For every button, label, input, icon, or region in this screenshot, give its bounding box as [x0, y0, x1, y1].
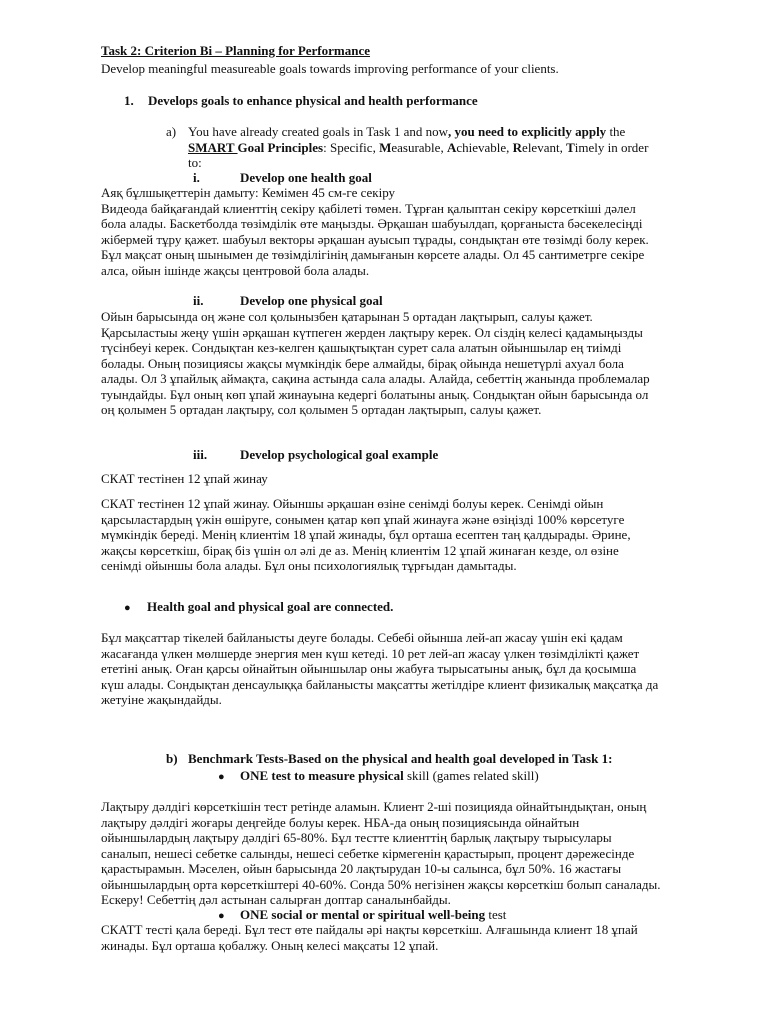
- psych-goal-heading: [193, 447, 438, 463]
- psych-goal-number: iii.: [193, 447, 208, 462]
- physical-goal-number: ii.: [193, 293, 204, 308]
- health-line: Бұл мақсат оның шынымен де төзімділігінің дамығанын көрсете алады. Ол 45 сантиметрге секіре: [101, 247, 645, 262]
- health-goal-title: Develop one health goal: [240, 170, 372, 185]
- physical-test-bold: ONE test to measure physical: [240, 768, 404, 783]
- health-goal-number: i.: [193, 170, 200, 185]
- physical-test-heading: [218, 768, 539, 786]
- task-intro: Develop meaningful measureable goals towards improving performance of your clients.: [101, 61, 559, 76]
- connected-title: Health goal and physical goal are connected.: [147, 599, 394, 614]
- smart-text-7: chievable,: [456, 139, 513, 155]
- connected-body: [101, 630, 719, 708]
- connected-line: күш алады. Сондықтан денсаулыққа байланысты мақсатты жетілдіре клиент физикалық мақсатқа да: [101, 676, 659, 692]
- psych-goal-body: [101, 496, 719, 574]
- physical-goal-body: [101, 309, 719, 418]
- smart-text-9: imely in order: [574, 139, 649, 155]
- physical-goal-heading: [193, 293, 383, 309]
- psych-line: қарсыластардың үжін өшіруге, сонымен қатар көп ұпай жинауға және өзіңізді 100% көрсетуге: [101, 511, 625, 527]
- smart-text-2: , you need to: [448, 124, 522, 139]
- connected-line: ететіні анық. Оған қарсы ойнайтын ойыншылар оны жабуға тырысатыны анық, бұл да қосымша: [101, 661, 637, 676]
- social-test-line: СКАТТ тесті қала береді. Бұл тест өте пайдалы әрі нақты көрсеткіш. Алғашында клиент 18 ұпай: [101, 922, 638, 937]
- health-goal-body: [101, 185, 719, 278]
- smart-instruction: [166, 124, 706, 171]
- task-title: Task 2: Criterion Bi – Planning for Performance: [101, 43, 371, 58]
- health-line: жібермей тұру қажет. шабуыл векторы әрқашан ауысып тұрады, сондықтан өте төзімді болу керек.: [101, 231, 649, 247]
- health-line: бола алады. Баскетболда төзімділік өте маңызды. Әрқашан шабуылдап, қорғаныста бәсекелесіңді: [101, 216, 643, 231]
- physical-goal-title: Develop one physical goal: [240, 293, 383, 308]
- physical-test-line: Ескеру! Себеттің дәл астынан салырған доптар саналынбайды.: [101, 892, 451, 907]
- physical-test-line: ойыншылардың лақтыру дәлдігі 65-80%. Бұл тестте клиенттің барлық лақтыру тырысулары: [101, 830, 612, 845]
- psych-line: мүмкіндік береді. Менің клиентім 18 ұпай жинады, бұл орташа есептен таң қалдырады. Әрине,: [101, 527, 631, 542]
- physical-line: оң қолымен 5 ортадан лақтыру, сол қолымен 5 ортадан лақтырып, салуы қажет.: [101, 402, 542, 417]
- bullet-icon: ●: [218, 910, 225, 922]
- smart-text-10: to:: [188, 155, 202, 170]
- smart-m: M: [379, 139, 392, 155]
- connected-heading: [124, 599, 393, 617]
- social-test-bold: ONE social or mental or spiritual well-being: [240, 907, 486, 922]
- smart-text-1: You have already created goals in Task 1 and now: [188, 124, 448, 139]
- physical-line: Ойын барысында оң және сол қолынызбен қатарынан 5 ортадан лақтырып, салуы қажет.: [101, 309, 593, 324]
- section-1-number: 1.: [124, 93, 134, 108]
- physical-test-line: қарастырамын. Мәселен, ойын барысында 20 лақтырудан 10-ы салынса, бұл 50%. 16 жастағы: [101, 861, 622, 876]
- physical-line: болады. Оның позициясы жақсы мүмкіндік бере алмайды, бірақ ойында нешетүрлі ахуал бола: [101, 355, 624, 371]
- smart-t: T: [566, 139, 575, 155]
- smart-text-4: the: [606, 124, 626, 139]
- psych-line: сенімді ойыншы бола алады. Бұл оны психологиялық тұрғыдан дамытады.: [101, 558, 517, 573]
- smart-explicitly-apply: explicitly apply: [521, 124, 607, 139]
- benchmark-title: Benchmark Tests-Based on the physical and health goal developed in Task 1:: [188, 751, 613, 766]
- section-1-title: Develops goals to enhance physical and health performance: [148, 93, 478, 108]
- physical-test-body: [101, 799, 719, 908]
- connected-line: жасағанда үлкен мөлшерде энергия мен күш кетеді. 10 рет лей-ап жасау үлкен төзімділікті қажет: [101, 645, 640, 661]
- smart-text-8: elevant,: [522, 139, 567, 155]
- psych-goal-statement: СКАТ тестінен 12 ұпай жинау: [101, 471, 268, 486]
- item-a-label: a): [166, 124, 177, 139]
- psych-line: СКАТ тестінен 12 ұпай жинау. Ойыншы әрқашан өзіне сенімді болуы керек. Сенімді ойын: [101, 496, 604, 511]
- health-line: алса, ойын ішінде жақсы центровой бола алады.: [101, 262, 370, 278]
- physical-line: алады. Ол 3 ұпайлық аймақта, сақина астында сала алады. Алайда, себеттің жанында проблемалар: [101, 371, 650, 386]
- psych-line: жақсы көрсеткіш, бірақ біз үшін ол әлі де аз. Менің клиентім 12 ұпай жинаған кезде, ол өзіне: [101, 542, 619, 558]
- smart-a: A: [446, 139, 457, 155]
- smart-text-6: easurable,: [391, 139, 447, 155]
- bullet-icon: ●: [124, 602, 131, 614]
- health-goal-heading: [193, 170, 372, 186]
- physical-line: туындайды. Бұл оның көп ұпай жинауына кедергі болатыны анық. Сондықтан ойын барысында ол: [101, 386, 649, 402]
- psych-goal-title: Develop psychological goal example: [240, 447, 439, 462]
- item-b-label: b): [166, 751, 178, 766]
- physical-test-line: саналып, нешесі себетке салынды, нешесі себетке кірмегенін қарастырып, процент дәрежесінде: [101, 845, 635, 861]
- physical-test-rest: skill (games related skill): [403, 768, 539, 783]
- connected-line: жетуіне жақындайды.: [101, 692, 222, 707]
- physical-test-line: лақтыру дәлдігі жоғары деңгейде болуы керек. НБА-да оның позициясында ойнайтын: [101, 814, 580, 830]
- physical-test-line: ойыншылардың орта көрсеткіштері 40-60%. Сонда 50% негізінен жақсы көрсеткіш болып саналады.: [101, 876, 661, 892]
- connected-line: Бұл мақсаттар тікелей байланысты деуге болады. Себебі ойынша лей-ап жасау үшін екі қадам: [101, 630, 623, 645]
- smart-word: SMART: [188, 139, 238, 155]
- social-test-rest: test: [485, 907, 507, 922]
- health-line: Аяқ бұлшықеттерін дамыту: Кемімен 45 см-ге секіру: [101, 185, 396, 200]
- smart-text-5: : Specific,: [323, 139, 380, 155]
- goal-principles: Goal Principles: [237, 139, 324, 155]
- social-test-line: жинады. Бұл орташа қобалжу. Оның келесі мақсаты 12 ұпай.: [101, 937, 439, 953]
- physical-test-line: Лақтыру дәлдігі көрсеткішін тест ретінде аламын. Клиент 2-ші позицияда ойнайтындықтан, оның: [101, 799, 647, 814]
- section-1-heading: [124, 93, 478, 109]
- health-line: Видеода байқағандай клиенттің секіру қабілеті төмен. Тұрған қалыптан секіру көрсеткіші дәлел: [101, 200, 636, 216]
- physical-line: түсінбеуі керек. Сондықтан кез-келген қашықтықтан сурет сала алатын ойыншылар ең тиімді: [101, 340, 622, 355]
- social-test-body: [101, 922, 719, 953]
- smart-r: R: [512, 139, 523, 155]
- benchmark-heading: [166, 751, 612, 767]
- bullet-icon: ●: [218, 771, 225, 783]
- physical-line: Қарсыластыы жеңу үшін әрқашан күтпеген жерден лақтыру керек. Ол сіздің келесі қадамыңызды: [101, 324, 643, 340]
